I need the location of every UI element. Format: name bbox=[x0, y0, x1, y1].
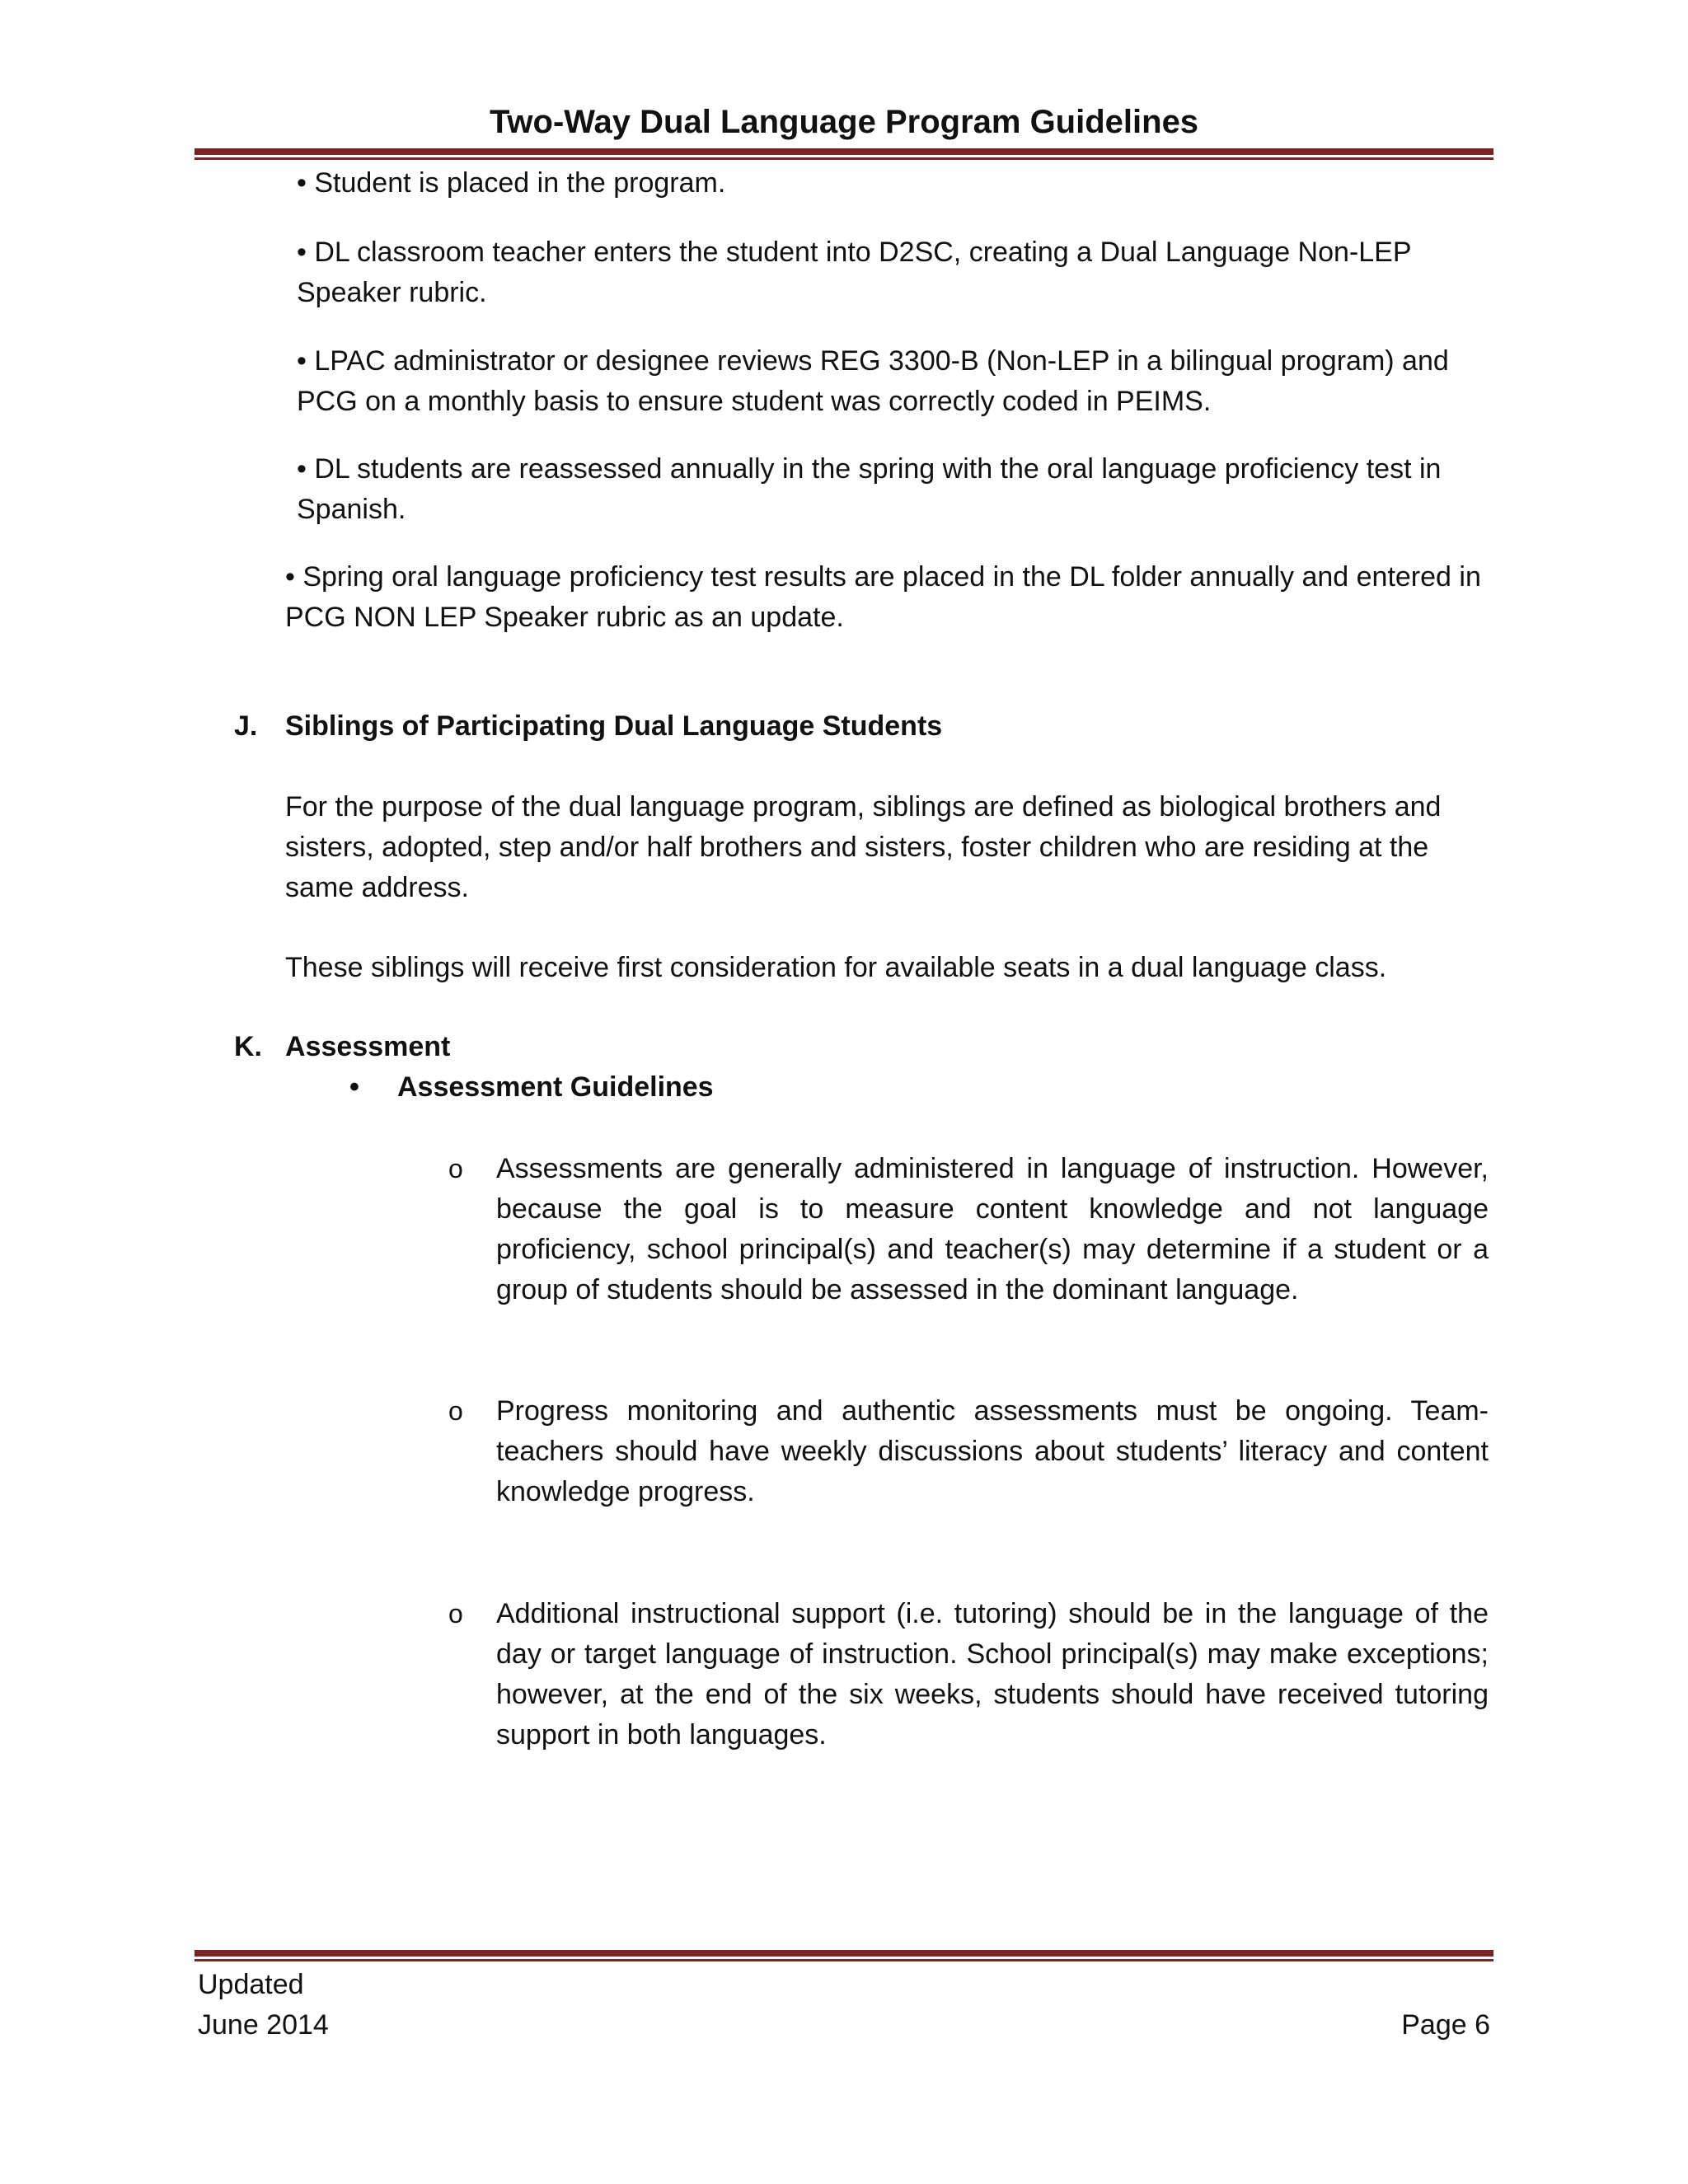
item-marker: o bbox=[448, 1599, 463, 1629]
bullet-student-placed: • Student is placed in the program. bbox=[297, 167, 726, 199]
bullet-lpac-review: • LPAC administrator or designee reviews REG 3300-B (Non-LEP in a bilingual program) and PCG on a monthly basis to ensure student was correctly coded in PEIMS. bbox=[297, 345, 1449, 417]
siblings-definition: For the purpose of the dual language program, siblings are defined as biological brothers and sisters, adopted, step and/or half brothers and sisters, foster children who are residing at the same address. bbox=[285, 791, 1442, 903]
section-k-letter: K. bbox=[234, 1031, 262, 1062]
bullet-spring-results: • Spring oral language proficiency test results are placed in the DL folder annually and entered in PCG NON LEP Speaker rubric as an update. bbox=[285, 561, 1481, 633]
assessment-bullet-marker: • bbox=[349, 1071, 359, 1103]
header-divider bbox=[195, 148, 1493, 160]
section-k-title: Assessment bbox=[285, 1031, 451, 1062]
assessment-item-support: Additional instructional support (i.e. tutoring) should be in the language of the day or target language of instruction. School principal(s) may make exceptions; however, at the end of the six weeks, students should have received tutoring support in both languages. bbox=[496, 1598, 1489, 1750]
page-title: Two-Way Dual Language Program Guidelines bbox=[489, 104, 1199, 140]
footer-updated-label: Updated bbox=[198, 1969, 304, 2000]
assessment-item-progress: Progress monitoring and authentic assessments must be ongoing. Team-teachers should have weekly discussions about students’ literacy and content knowledge progress. bbox=[496, 1395, 1489, 1507]
footer-divider bbox=[195, 1950, 1493, 1961]
item-marker: o bbox=[448, 1154, 463, 1183]
section-j-letter: J. bbox=[234, 710, 258, 742]
assessment-item-language: Assessments are generally administered in language of instruction. However, because the goal is to measure content knowledge and not language proficiency, school principal(s) and teacher(s) may determine if a student or a group of students should be assessed in the dominant language. bbox=[496, 1153, 1489, 1305]
section-j-title: Siblings of Participating Dual Language Students bbox=[285, 710, 943, 742]
bullet-reassessed-annually: • DL students are reassessed annually in the spring with the oral language proficiency test in Spanish. bbox=[297, 453, 1442, 525]
footer-page-number: Page 6 bbox=[1401, 2009, 1490, 2041]
assessment-guidelines-heading: Assessment Guidelines bbox=[397, 1071, 714, 1103]
item-marker: o bbox=[448, 1396, 463, 1426]
footer-date: June 2014 bbox=[198, 2009, 329, 2041]
bullet-teacher-enters-d2sc: • DL classroom teacher enters the student into D2SC, creating a Dual Language Non-LEP Speaker rubric. bbox=[297, 237, 1411, 308]
siblings-consideration: These siblings will receive first consideration for available seats in a dual language class. bbox=[285, 952, 1387, 983]
